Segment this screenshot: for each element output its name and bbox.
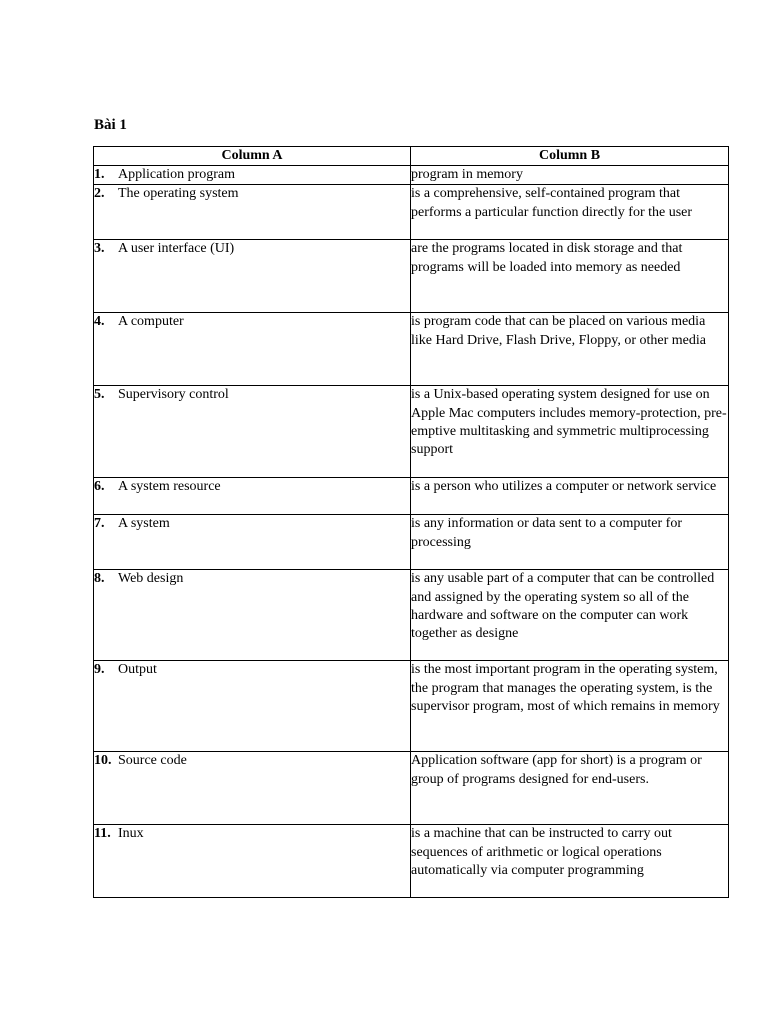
term-cell	[94, 478, 411, 515]
definition-cell	[411, 478, 729, 515]
definition-cell	[411, 240, 729, 313]
matching-table	[93, 146, 729, 898]
table-row	[94, 825, 729, 898]
row-number: 11.	[94, 826, 111, 842]
term-text: Inux	[118, 826, 144, 842]
definition-text: program in memory	[411, 167, 523, 183]
term-text: Source code	[118, 753, 187, 769]
definition-text: is any usable part of a computer that can be controlled and assigned by the operating system so all of the hardware and software on the computer can work together as designe	[411, 571, 715, 642]
row-number: 6.	[94, 479, 105, 495]
table-row	[94, 515, 729, 570]
definition-cell	[411, 313, 729, 386]
definition-cell	[411, 825, 729, 898]
term-text: Application program	[118, 167, 236, 183]
term-text: A system	[118, 516, 170, 532]
term-text: A user interface (UI)	[118, 241, 235, 257]
term-text: Web design	[118, 571, 184, 587]
definition-cell	[411, 515, 729, 570]
term-text: A system resource	[118, 479, 221, 495]
definition-cell	[411, 386, 729, 478]
table-row	[94, 240, 729, 313]
table-row	[94, 478, 729, 515]
term-cell	[94, 515, 411, 570]
term-text: Supervisory control	[118, 387, 229, 403]
definition-text: is any information or data sent to a computer for processing	[411, 516, 682, 550]
term-text: A computer	[118, 314, 184, 330]
definition-text: is a Unix-based operating system designed for use on Apple Mac computers includes memory-protection, pre-emptive multitasking and symmetric multiprocessing support	[411, 387, 727, 458]
table-row	[94, 166, 729, 185]
table-row	[94, 313, 729, 386]
term-cell	[94, 313, 411, 386]
row-number: 7.	[94, 516, 105, 532]
term-cell	[94, 752, 411, 825]
definition-text: are the programs located in disk storage and that programs will be loaded into memory as needed	[411, 241, 683, 275]
table-row	[94, 386, 729, 478]
definition-cell	[411, 752, 729, 825]
row-number: 1.	[94, 167, 105, 183]
definition-text: Application software (app for short) is a program or group of programs designed for end-users.	[411, 753, 702, 787]
definition-cell	[411, 661, 729, 752]
exercise-heading: Bài 1	[94, 117, 127, 133]
term-cell	[94, 570, 411, 661]
table-row	[94, 570, 729, 661]
definition-text: is a machine that can be instructed to carry out sequences of arithmetic or logical operations automatically via computer programming	[411, 826, 672, 878]
table-row	[94, 185, 729, 240]
row-number: 9.	[94, 662, 105, 678]
term-cell	[94, 825, 411, 898]
column-b-header: Column B	[411, 147, 729, 166]
row-number: 10.	[94, 753, 112, 769]
row-number: 5.	[94, 387, 105, 403]
definition-text: is the most important program in the operating system, the program that manages the operating system, is the supervisor program, most of which remains in memory	[411, 662, 720, 714]
column-a-header: Column A	[94, 147, 411, 166]
term-cell	[94, 166, 411, 185]
definition-text: is a comprehensive, self-contained program that performs a particular function directly for the user	[411, 186, 693, 220]
row-number: 4.	[94, 314, 105, 330]
term-cell	[94, 240, 411, 313]
term-text: Output	[118, 662, 157, 678]
table-row	[94, 661, 729, 752]
definition-cell	[411, 570, 729, 661]
row-number: 3.	[94, 241, 105, 257]
row-number: 2.	[94, 186, 105, 202]
definition-text: is program code that can be placed on various media like Hard Drive, Flash Drive, Floppy, or other media	[411, 314, 706, 348]
term-cell	[94, 661, 411, 752]
table-header-row	[94, 147, 729, 166]
term-cell	[94, 185, 411, 240]
term-text: The operating system	[118, 186, 239, 202]
table-row	[94, 752, 729, 825]
definition-cell	[411, 185, 729, 240]
term-cell	[94, 386, 411, 478]
definition-cell	[411, 166, 729, 185]
row-number: 8.	[94, 571, 105, 587]
definition-text: is a person who utilizes a computer or network service	[411, 479, 717, 495]
